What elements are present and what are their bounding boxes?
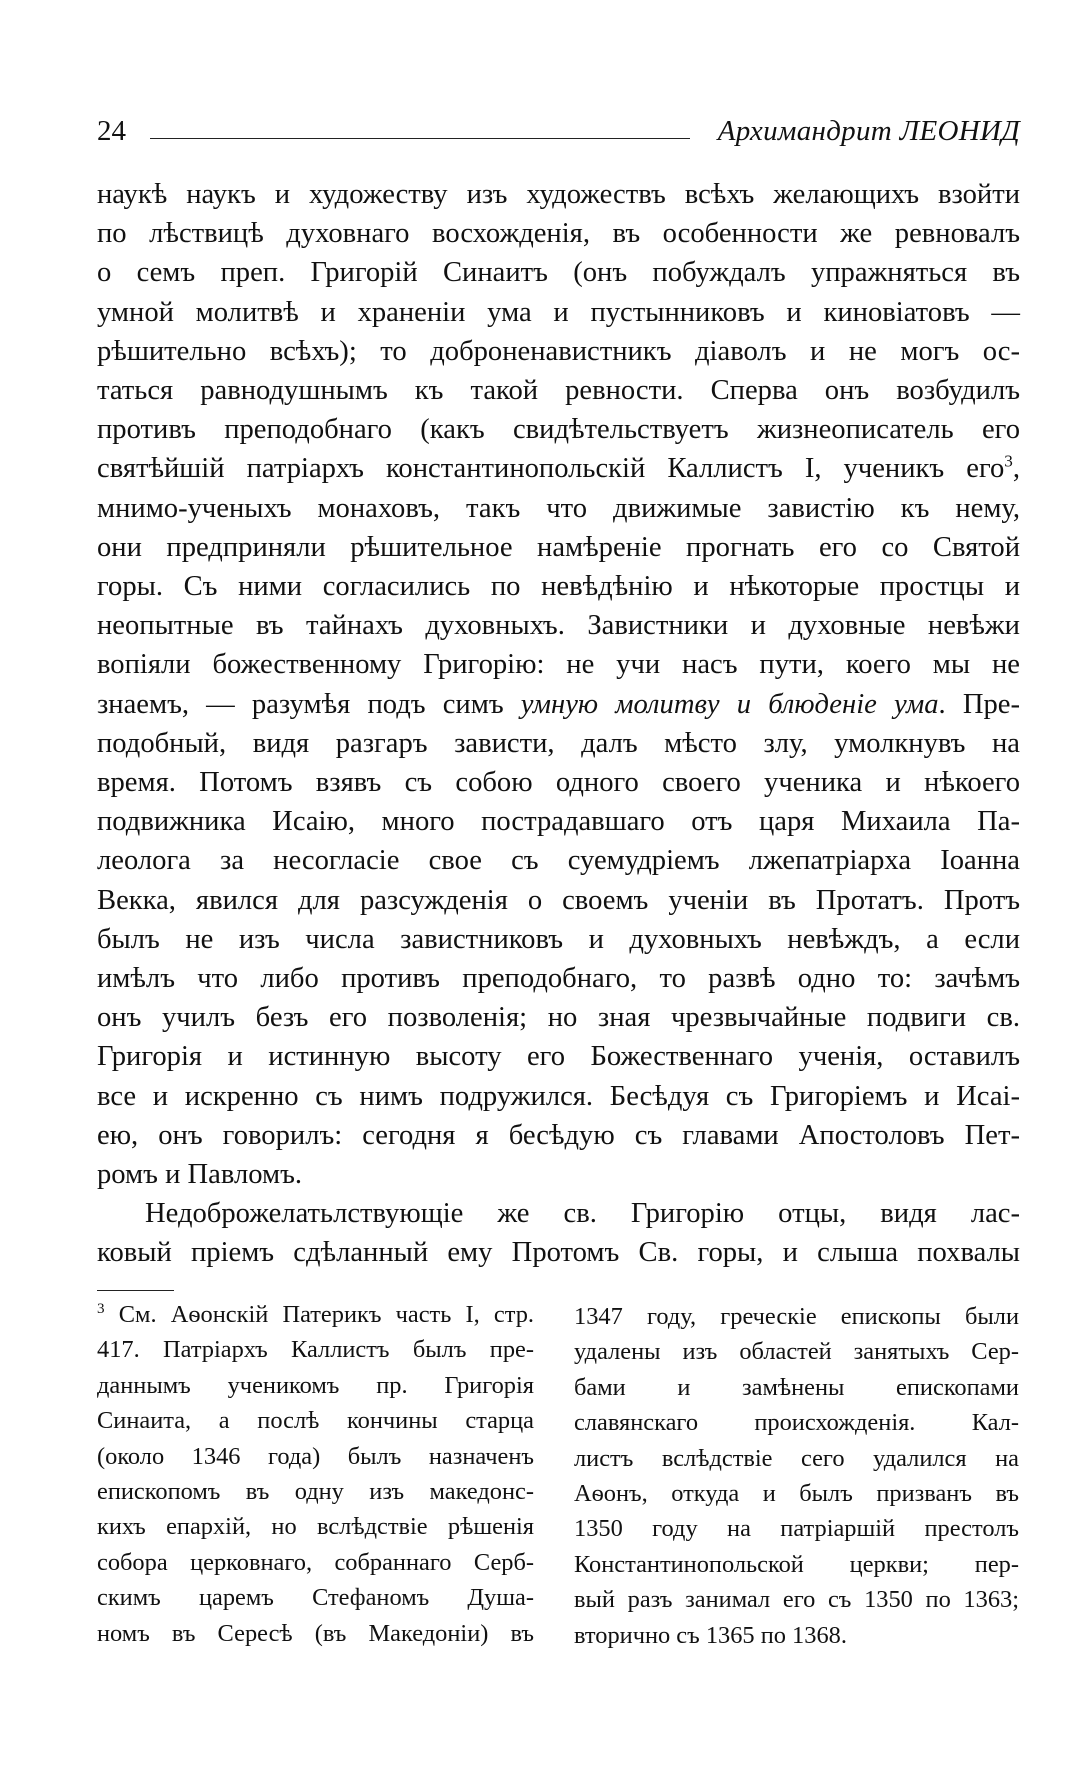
- text-line: ромъ и Павломъ.: [97, 1159, 303, 1191]
- footnote-line: кихъ епархiй, но вслѣдствiе рѣшенiя: [97, 1513, 534, 1541]
- text-line-with-italic: [97, 685, 1020, 724]
- text-line: Недоброжелатьлствующiе же св. Григорiю отцы, видя лас-: [145, 1198, 1020, 1230]
- text-line: они предприняли рѣшительное намѣренiе прогнать его со Святой: [97, 531, 1020, 563]
- text-line: по лѣствицѣ духовнаго восхожденiя, въ особенности же ревновалъ: [97, 218, 1020, 250]
- footnote-line: вторично съ 1365 по 1368.: [574, 1621, 847, 1649]
- footnote-line: 417. Патрiархъ Каллистъ былъ пре-: [97, 1336, 534, 1364]
- footnote-line: даннымъ ученикомъ пр. Григорiя: [97, 1371, 534, 1399]
- header-rule: [150, 138, 690, 139]
- footnote-line: епископомъ въ одну изъ македонс-: [97, 1478, 534, 1506]
- footnote-line: Константинопольской церкви; пер-: [574, 1550, 1019, 1578]
- footnote-rule: [97, 1290, 174, 1291]
- italic-phrase: умную молитву и блюденiе ума: [520, 688, 939, 720]
- text-line: вопiяли божественному Григорiю: не учи насъ пути, коего мы не: [97, 649, 1020, 681]
- footnote-left-column: [97, 1297, 534, 1651]
- footnote-line: скимъ царемъ Стефаномъ Душа-: [97, 1584, 534, 1612]
- footnote-line: листъ вслѣдствiе сего удалился на: [574, 1444, 1019, 1472]
- text-line: неопытные въ тайнахъ духовныхъ. Завистники и духовные невѣжи: [97, 610, 1020, 642]
- footnote-line: (около 1346 года) былъ назначенъ: [97, 1442, 534, 1470]
- text-fragment: знаемъ, — разумѣя подъ симъ: [97, 688, 504, 720]
- text-fragment: святѣйшiй патрiархъ константинопольскiй Каллистъ I, ученикъ его: [97, 453, 1005, 485]
- page-header: [97, 110, 1020, 154]
- text-line: противъ преподобнаго (какъ свидѣтельствуетъ жизнеописатель его: [97, 414, 1020, 446]
- page-number: 24: [97, 115, 126, 147]
- footnote-line: бами и замѣнены епископами: [574, 1373, 1019, 1401]
- text-line: Векка, явился для разсужденiя о своемъ ученiи въ Протатъ. Протъ: [97, 884, 1020, 916]
- footnote-line: удалены изъ областей занятыхъ Сер-: [574, 1338, 1019, 1366]
- text-line: умной молитвѣ и храненiи ума и пустынниковъ и киновiатовъ —: [97, 296, 1020, 328]
- text-line: леолога за несогласiе свое съ суемудрiемъ лжепатрiарха Iоанна: [97, 845, 1020, 877]
- text-line: ковый прiемъ сдѣланный ему Протомъ Св. горы, и слыша похвалы: [97, 1237, 1020, 1269]
- text-line: мнимо-ученыхъ монаховъ, такъ что движимые завистiю къ нему,: [97, 492, 1020, 524]
- footnote-line: номъ въ Сересѣ (въ Македонiи) въ: [97, 1619, 534, 1647]
- text-line: онъ училъ безъ его позволенiя; но зная чрезвычайные подвиги св.: [97, 1002, 1020, 1034]
- text-line: Григорiя и истинную высоту его Божественнаго ученiя, оставилъ: [97, 1041, 1020, 1073]
- main-text: [97, 175, 1020, 1273]
- footnote-reference: 3: [1004, 451, 1013, 471]
- text-fragment: См. Аѳонскiй Патерикъ часть I, стр.: [118, 1301, 534, 1328]
- text-line: былъ не изъ числа завистниковъ и духовныхъ невѣждъ, а если: [97, 923, 1020, 955]
- footnote-line: вый разъ занимал его съ 1350 по 1363;: [574, 1586, 1019, 1614]
- text-line: все и искренно съ нимъ подружился. Бесѣдуя съ Григорiемъ и Исаi-: [97, 1080, 1020, 1112]
- running-head: Архимандрит ЛЕОНИД: [717, 115, 1020, 147]
- text-line: рѣшительно всѣхъ); то доброненавистникъ дiаволъ и не могъ ос-: [97, 335, 1020, 367]
- footnote-line: 1350 году на патрiаршiй престолъ: [574, 1515, 1019, 1543]
- footnote-line: Аѳонъ, откуда и былъ призванъ въ: [574, 1480, 1019, 1508]
- text-line: о семъ преп. Григорiй Синаитъ (онъ побуждалъ упражняться въ: [97, 257, 1020, 289]
- footnote-line: [97, 1297, 534, 1332]
- footnote-line: славянскаго происхожденiя. Кал-: [574, 1409, 1019, 1437]
- text-line: время. Потомъ взявъ съ собою одного своего ученика и нѣкоего: [97, 767, 1020, 799]
- text-line: наукѣ наукъ и художеству изъ художествъ всѣхъ желающихъ взойти: [97, 179, 1020, 210]
- text-line: подвижника Исаiю, много пострадавшаго отъ царя Михаила Па-: [97, 806, 1020, 838]
- footnote-line: Синаита, а послѣ кончины старца: [97, 1407, 534, 1435]
- footnote-line: собора церковнаго, собраннаго Серб-: [97, 1548, 534, 1576]
- text-line-with-footnote-ref: святѣйшiй патрiархъ константинопольскiй Каллистъ I, ученикъ его$^3$,: [97, 451, 1020, 485]
- footnote-marker: 3: [97, 1300, 105, 1317]
- text-line: подобный, видя разгаръ зависти, далъ мѣсто злу, умолкнувъ на: [97, 727, 1020, 759]
- text-line: таться равнодушнымъ къ такой ревности. Сперва онъ возбудилъ: [97, 375, 1020, 407]
- text-line: имѣлъ что либо противъ преподобнаго, то развѣ одно то: зачѣмъ: [97, 963, 1020, 995]
- text-line: ею, онъ говорилъ: сегодня я бесѣдую съ главами Апостоловъ Пет-: [97, 1119, 1020, 1151]
- footnote-line: 1347 году, греческiе епископы были: [574, 1303, 1019, 1330]
- text-line: горы. Съ ними согласились по невѣдѣнiю и нѣкоторые простцы и: [97, 571, 1020, 603]
- text-fragment: . Пре-: [938, 688, 1020, 720]
- footnote-right-column: [574, 1299, 1019, 1653]
